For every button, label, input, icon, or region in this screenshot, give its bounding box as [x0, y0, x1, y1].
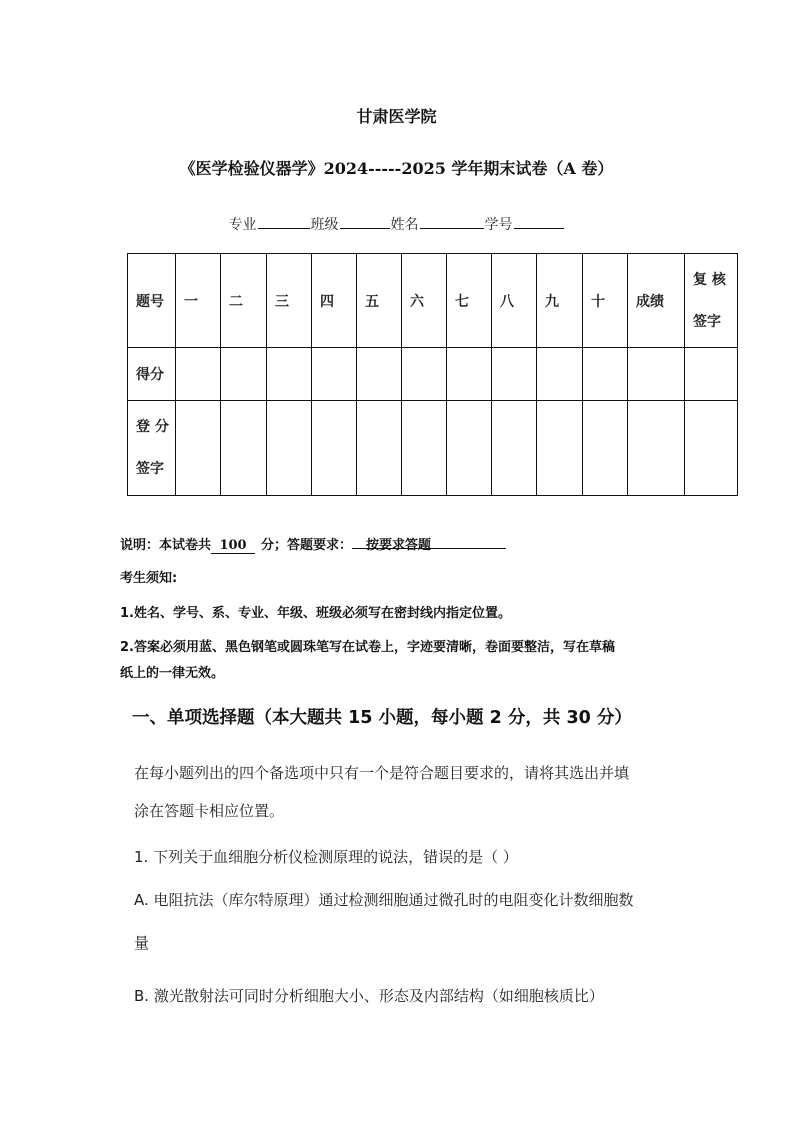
- review-label-line2: 签字: [693, 313, 721, 330]
- signer-cell[interactable]: [357, 401, 402, 496]
- question-number-label: 题号: [128, 254, 176, 348]
- notice-title: 考生须知:: [120, 571, 178, 586]
- class-field[interactable]: [340, 212, 390, 229]
- student-id-label: 学号: [484, 217, 513, 233]
- signer-cell[interactable]: [492, 401, 537, 496]
- question-1-option-a-line1[interactable]: A. 电阻抗法（库尔特原理）通过检测细胞通过微孔时的电阻变化计数细胞数: [134, 891, 634, 909]
- score-cell[interactable]: [583, 348, 628, 401]
- total-score-header: 成绩: [628, 254, 685, 348]
- score-cell[interactable]: [312, 348, 357, 401]
- score-row-label: 得分: [128, 348, 176, 401]
- signer-cell[interactable]: [685, 401, 738, 496]
- review-label-line1: 复 核: [693, 271, 726, 288]
- score-cell[interactable]: [176, 348, 221, 401]
- score-cell[interactable]: [267, 348, 312, 401]
- review-signature-cell[interactable]: [685, 348, 738, 401]
- exam-description: [120, 534, 506, 554]
- review-signature-header: [685, 254, 738, 348]
- student-info-line: [0, 212, 793, 234]
- col-header-8: 八: [492, 254, 537, 348]
- signer-cell[interactable]: [267, 401, 312, 496]
- col-header-6: 六: [402, 254, 447, 348]
- score-cell[interactable]: [492, 348, 537, 401]
- total-points-value: 100: [211, 538, 255, 554]
- student-id-field[interactable]: [514, 212, 564, 229]
- score-cell[interactable]: [402, 348, 447, 401]
- description-prefix: 说明：本试卷共: [120, 538, 212, 553]
- signer-row-label: [128, 401, 176, 496]
- score-cell[interactable]: [357, 348, 402, 401]
- signer-cell[interactable]: [221, 401, 267, 496]
- class-label: 班级: [310, 217, 339, 233]
- notice-item-2-line1: 2.答案必须用蓝、黑色钢笔或圆珠笔写在试卷上，字迹要清晰，卷面要整洁，写在草稿: [120, 640, 615, 655]
- signer-cell[interactable]: [402, 401, 447, 496]
- question-1-option-a-line2[interactable]: 量: [134, 934, 150, 952]
- signer-cell[interactable]: [628, 401, 685, 496]
- col-header-9: 九: [537, 254, 583, 348]
- question-1-stem: 1. 下列关于血细胞分析仪检测原理的说法，错误的是（ ）: [134, 848, 518, 866]
- score-table: [127, 253, 738, 496]
- signer-label-line2: 签字: [136, 461, 164, 477]
- col-header-2: 二: [221, 254, 267, 348]
- col-header-5: 五: [357, 254, 402, 348]
- signer-label-line1: 登 分: [136, 419, 169, 435]
- major-field[interactable]: [258, 212, 310, 229]
- major-label: 专业: [228, 217, 257, 233]
- section-intro-line2: 涂在答题卡相应位置。: [134, 802, 285, 820]
- score-cell[interactable]: [221, 348, 267, 401]
- score-cell[interactable]: [537, 348, 583, 401]
- school-name: 甘肃医学院: [356, 107, 437, 126]
- notice-item-2-line2: 纸上的一律无效。: [120, 666, 225, 681]
- notice-item-1: 1.姓名、学号、系、专业、年级、班级必须写在密封线内指定位置。: [120, 606, 511, 621]
- points-suffix: 分；答题要求：: [261, 538, 353, 553]
- col-header-10: 十: [583, 254, 628, 348]
- signer-cell[interactable]: [312, 401, 357, 496]
- signer-cell[interactable]: [447, 401, 492, 496]
- question-1-option-b[interactable]: B. 激光散射法可同时分析细胞大小、形态及内部结构（如细胞核质比）: [134, 987, 604, 1005]
- signer-cell[interactable]: [583, 401, 628, 496]
- signer-cell[interactable]: [176, 401, 221, 496]
- col-header-4: 四: [312, 254, 357, 348]
- answer-requirement-value: 按要求答题: [352, 534, 506, 549]
- score-cell[interactable]: [447, 348, 492, 401]
- total-score-cell[interactable]: [628, 348, 685, 401]
- name-label: 姓名: [390, 217, 419, 233]
- question-number-row: [128, 254, 738, 348]
- name-field[interactable]: [420, 212, 484, 229]
- section-intro-line1: 在每小题列出的四个备选项中只有一个是符合题目要求的，请将其选出并填: [134, 764, 630, 782]
- section-heading: 一、单项选择题（本大题共 15 小题，每小题 2 分，共 30 分）: [132, 708, 632, 728]
- col-header-3: 三: [267, 254, 312, 348]
- score-row: [128, 348, 738, 401]
- col-header-1: 一: [176, 254, 221, 348]
- col-header-7: 七: [447, 254, 492, 348]
- signer-cell[interactable]: [537, 401, 583, 496]
- signer-row: [128, 401, 738, 496]
- exam-title: 《医学检验仪器学》2024-----2025 学年期末试卷（A 卷）: [179, 159, 614, 178]
